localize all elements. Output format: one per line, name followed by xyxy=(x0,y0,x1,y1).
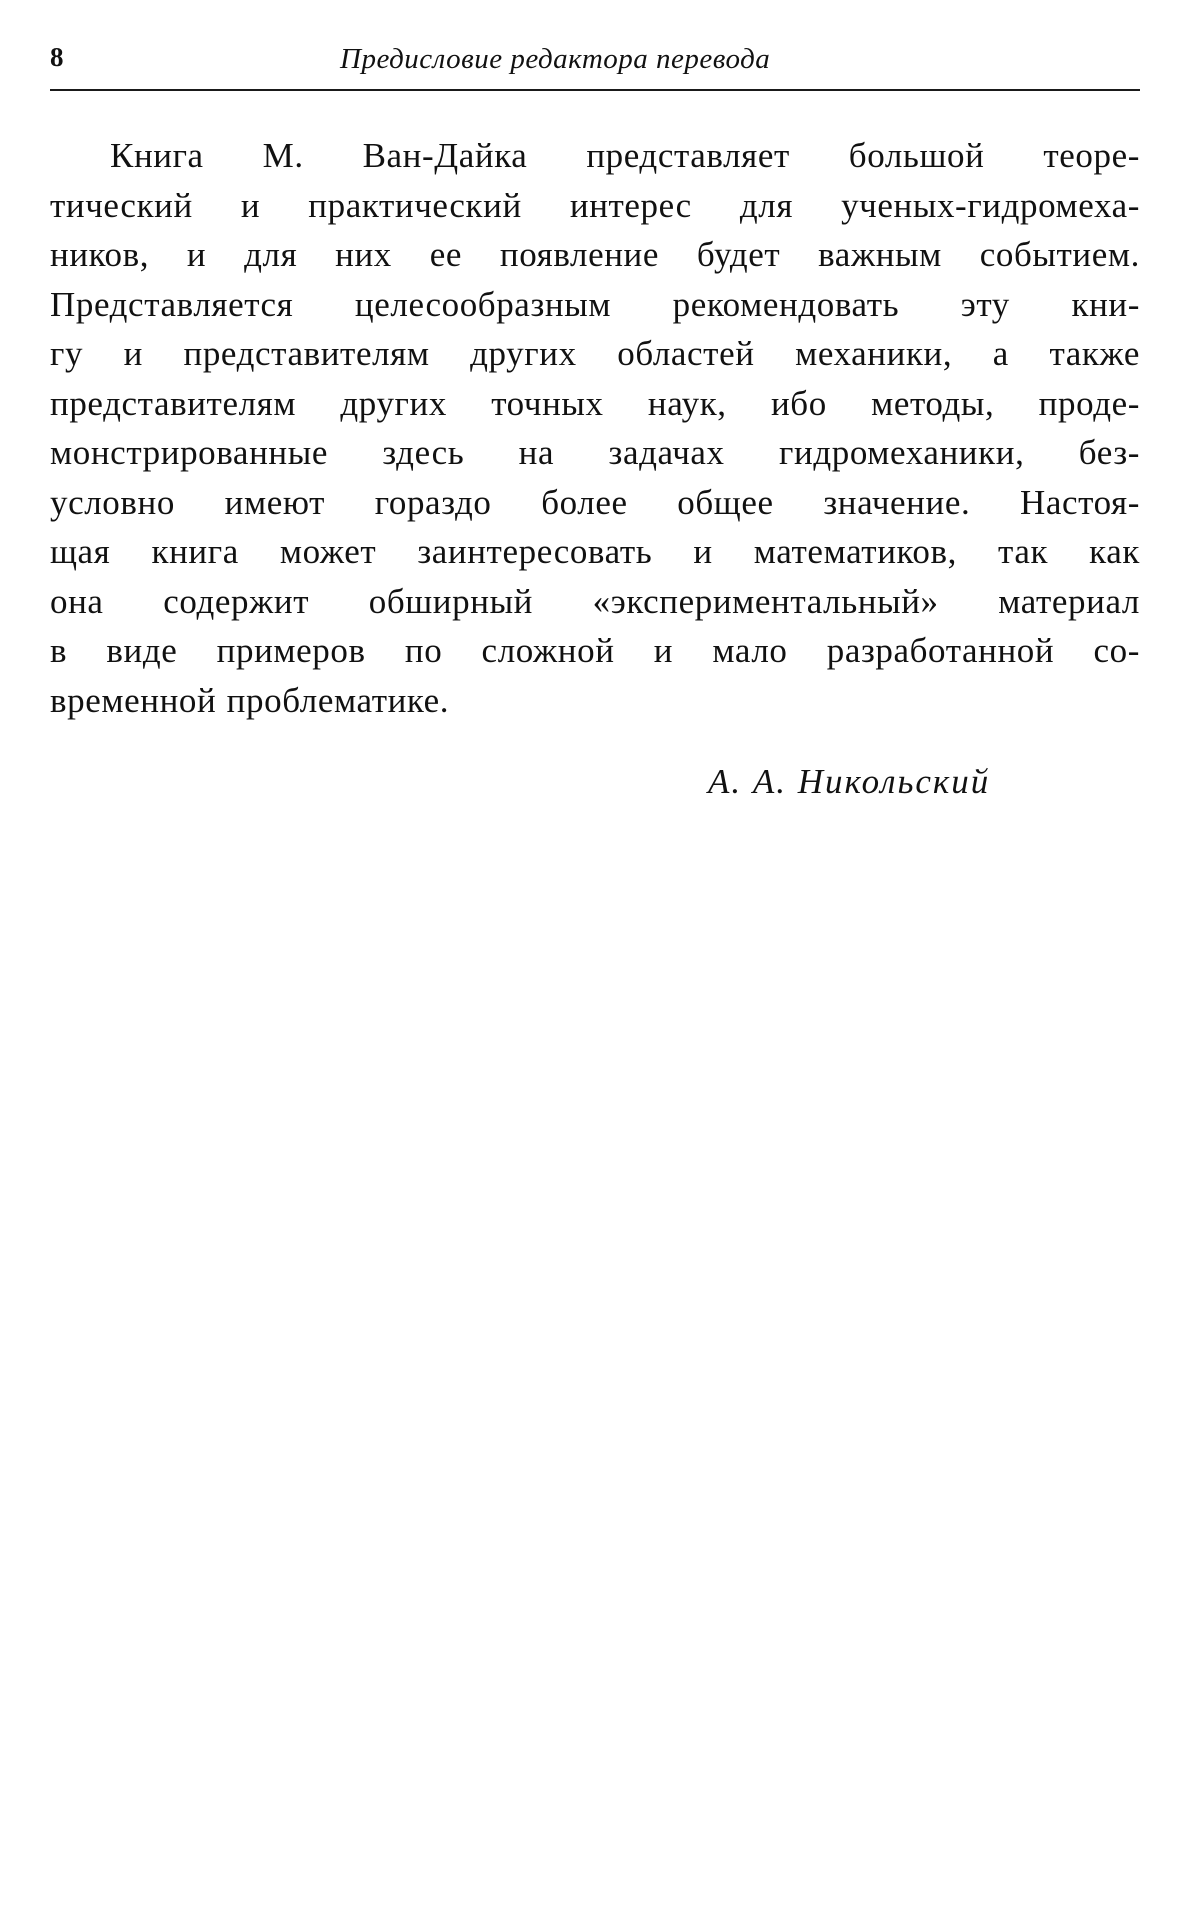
header-rule xyxy=(50,89,1140,91)
text-line: монстрированные здесь на задачах гидромеханики, без- xyxy=(50,433,1140,472)
text-line: гу и представителям других областей механики, а также xyxy=(50,334,1140,373)
text-line: она содержит обширный «экспериментальный» материал xyxy=(50,581,1140,621)
text-line: Книга М. Ван-Дайка представляет большой теоре- xyxy=(110,136,1140,175)
text-line: временной проблематике. xyxy=(50,680,450,720)
text-line: ников, и для них ее появление будет важным событием. xyxy=(50,235,1140,274)
text-line: Представляется целесообразным рекомендовать эту кни- xyxy=(50,284,1140,324)
text-line: представителям других точных наук, ибо методы, продe- xyxy=(50,383,1140,423)
text-line: тический и практический интерес для ученых-гидромеха- xyxy=(50,185,1140,225)
editor-signature: А. А. Никольский xyxy=(708,762,991,801)
preface-paragraph xyxy=(50,131,1140,725)
running-head xyxy=(50,38,1140,84)
text-line: условно имеют гораздо более общее значение. Настоя- xyxy=(50,482,1140,522)
text-line: в виде примеров по сложной и мало разработанной со- xyxy=(50,631,1140,670)
page-number: 8 xyxy=(50,42,64,72)
running-title: Предисловие редактора перевода xyxy=(340,43,771,75)
text-line: щая книга может заинтересовать и математиков, так как xyxy=(50,532,1140,571)
